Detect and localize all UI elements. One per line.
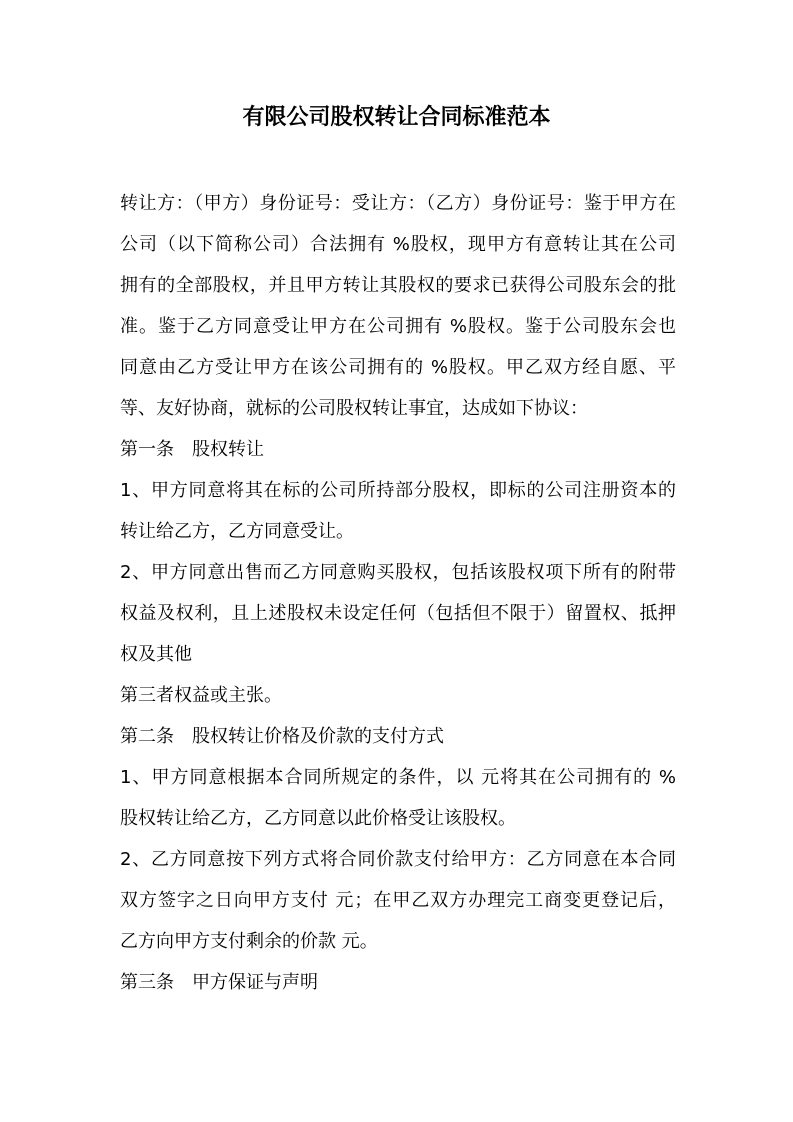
clause-line: 2、甲方同意出售而乙方同意购买股权，包括该股权项下所有的附带: [120, 562, 676, 583]
clause-line: 第三者权益或主张。: [120, 685, 282, 706]
document-body: [120, 183, 676, 1003]
clause-line: 权益及权利，且上述股权未设定任何（包括但不限于）留置权、抵押: [120, 603, 676, 624]
paragraph-line: 公司（以下简称公司）合法拥有 %股权，现甲方有意转让其在公司: [120, 234, 676, 255]
clause-line: 1、甲方同意根据本合同所规定的条件，以 元将其在公司拥有的 %: [120, 767, 676, 788]
clause-line: 2、乙方同意按下列方式将合同价款支付给甲方：乙方同意在本合同: [120, 849, 676, 870]
clause-line: 股权转让给乙方，乙方同意以此价格受让该股权。: [120, 808, 516, 829]
paragraph-line: 转让方：（甲方）身份证号：受让方：（乙方）身份证号：鉴于甲方在: [120, 193, 676, 214]
article-heading-2: 第二条 股权转让价格及价款的支付方式: [120, 726, 444, 747]
clause-line: 双方签字之日向甲方支付 元；在甲乙双方办理完工商变更登记后，: [120, 890, 676, 911]
paragraph-line: 准。鉴于乙方同意受让甲方在公司拥有 %股权。鉴于公司股东会也: [120, 316, 676, 337]
page-title: 有限公司股权转让合同标准范本: [242, 105, 551, 130]
article-heading-3: 第三条 甲方保证与声明: [120, 972, 318, 993]
paragraph-line: 拥有的全部股权，并且甲方转让其股权的要求已获得公司股东会的批: [120, 275, 676, 296]
article-heading-1: 第一条 股权转让: [120, 439, 264, 460]
paragraph-line: 同意由乙方受让甲方在该公司拥有的 %股权。甲乙双方经自愿、平: [120, 357, 676, 378]
paragraph-line: 等、友好协商，就标的公司股权转让事宜，达成如下协议：: [120, 398, 588, 419]
clause-line: 乙方向甲方支付剩余的价款 元。: [120, 931, 378, 952]
clause-line: 1、甲方同意将其在标的公司所持部分股权，即标的公司注册资本的: [120, 480, 676, 501]
clause-line: 权及其他: [120, 644, 192, 665]
clause-line: 转让给乙方，乙方同意受让。: [120, 521, 354, 542]
